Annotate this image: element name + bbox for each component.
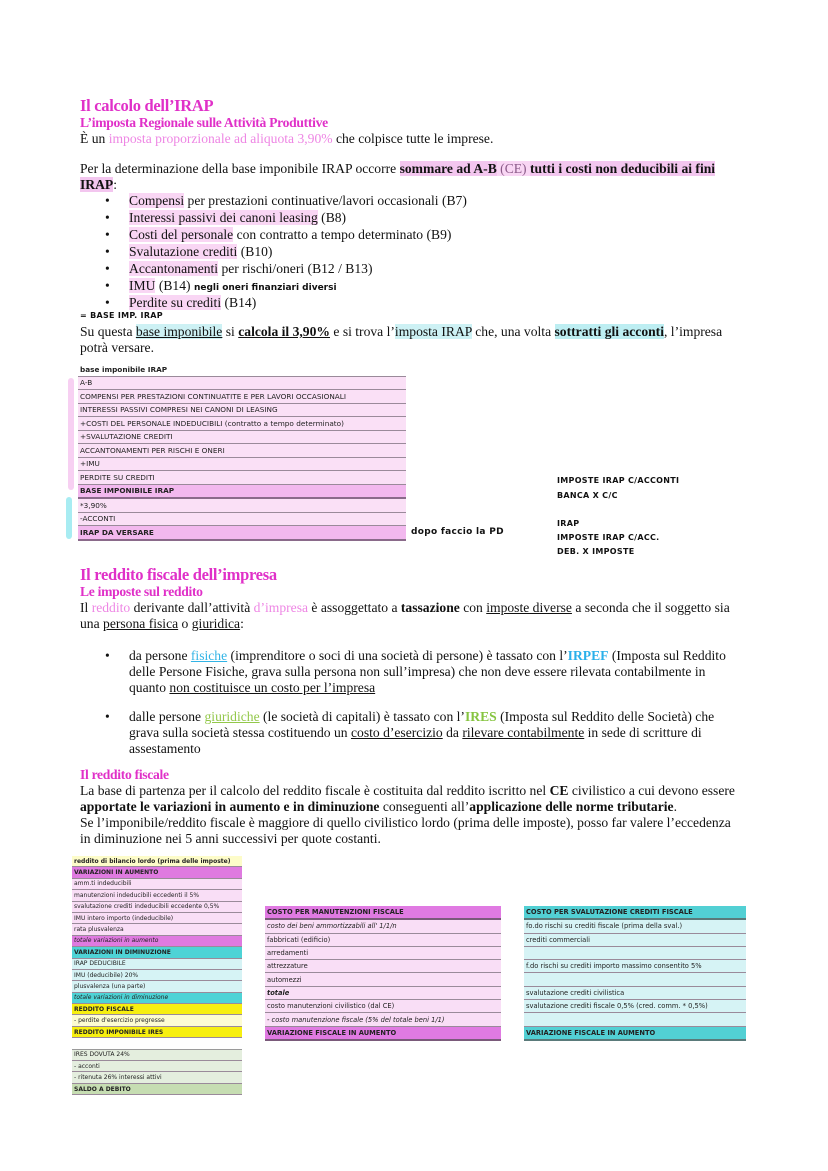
table-row bbox=[72, 969, 242, 980]
irpef-line-2 bbox=[129, 664, 705, 680]
irpef-line-1 bbox=[129, 648, 726, 664]
table-row bbox=[265, 919, 501, 933]
table-row bbox=[78, 417, 406, 431]
text-segment: civilistico a cui devono essere bbox=[568, 783, 735, 798]
text-segment: rilevare contabilmente bbox=[462, 725, 585, 740]
list-item bbox=[129, 210, 346, 226]
ires-calculation-table bbox=[72, 856, 242, 1095]
text-segment: delle Persone Fisiche, grava sulla persona non sull’impresa) che non deve essere rilevata contabilmente in bbox=[129, 664, 706, 679]
table-row bbox=[78, 512, 406, 526]
fiscale-paragraph-3 bbox=[80, 815, 731, 831]
handwritten-note-base: = BASE IMP. IRAP bbox=[80, 311, 163, 320]
table-cell: COSTO PER SVALUTAZIONE CREDITI FISCALE bbox=[524, 906, 746, 919]
list-item bbox=[129, 193, 467, 209]
text-segment: CE bbox=[549, 783, 569, 798]
table-cell: crediti commerciali bbox=[524, 933, 746, 946]
table-cell: COMPENSI PER PRESTAZIONI CONTINUATITE E PER LAVORI OCCASIONALI bbox=[78, 390, 406, 404]
table-cell: totale variazioni in diminuzione bbox=[72, 992, 242, 1003]
text-segment: : bbox=[240, 616, 244, 631]
table-row bbox=[72, 890, 242, 901]
text-segment: Svalutazione crediti bbox=[129, 244, 238, 259]
table-cell: svalutazione crediti indeducibili eccedente 0,5% bbox=[72, 901, 242, 912]
table-cell: f.do rischi su crediti importo massimo consentito 5% bbox=[524, 960, 746, 973]
text-segment: Per la determinazione della base imponibile IRAP occorre bbox=[80, 161, 400, 176]
table-row bbox=[265, 1026, 501, 1040]
text-segment: : bbox=[113, 177, 118, 192]
table-row bbox=[72, 1049, 242, 1060]
table-cell bbox=[72, 1038, 242, 1049]
text-segment: persona fisica bbox=[103, 616, 179, 631]
table-cell: IRAP DEDUCIBILE bbox=[72, 958, 242, 969]
text-segment: tutti i costi non deducibili ai fini bbox=[530, 161, 716, 176]
table-row bbox=[72, 935, 242, 946]
text-segment: da persone bbox=[129, 648, 191, 663]
text-segment: giuridica bbox=[191, 616, 241, 631]
table-cell: IRAP DA VERSARE bbox=[78, 526, 406, 540]
table-cell: REDDITO FISCALE bbox=[72, 1004, 242, 1015]
table-row bbox=[78, 403, 406, 417]
table-cell: svalutazione crediti fiscale 0,5% (cred. comm. * 0,5%) bbox=[524, 1000, 746, 1013]
text-segment: IMU bbox=[129, 278, 156, 293]
irpef-line-3 bbox=[129, 680, 375, 696]
table-cell: VARIAZIONE FISCALE IN AUMENTO bbox=[265, 1026, 501, 1040]
section-subtitle-imposte: Le imposte sul reddito bbox=[80, 584, 203, 599]
table-row bbox=[72, 867, 242, 878]
table-cell: +IMU bbox=[78, 457, 406, 471]
table-row bbox=[78, 376, 406, 390]
table-row bbox=[72, 1026, 242, 1037]
table-cell: INTERESSI PASSIVI COMPRESI NEI CANONI DI LEASING bbox=[78, 403, 406, 417]
table-row bbox=[72, 1038, 242, 1049]
table-cell: IMU (deducibile) 20% bbox=[72, 969, 242, 980]
text-segment: quanto bbox=[129, 680, 170, 695]
table-row bbox=[78, 498, 406, 512]
handwritten-entry-1: IMPOSTE IRAP C/ACCONTI bbox=[557, 476, 680, 485]
table-row bbox=[72, 1015, 242, 1026]
text-segment: È un bbox=[80, 131, 109, 146]
text-segment: e si trova l’ bbox=[329, 324, 395, 339]
table-row bbox=[72, 947, 242, 958]
text-segment: d’impresa bbox=[253, 600, 309, 615]
text-segment: in diminuzione nei 5 anni successivi per quote costanti. bbox=[80, 831, 381, 846]
irap-calc-paragraph bbox=[80, 324, 722, 340]
table-cell: fabbricati (edificio) bbox=[265, 933, 501, 946]
text-segment: sottratti gli acconti bbox=[554, 324, 664, 339]
list-item bbox=[129, 261, 373, 277]
text-segment: potrà versare. bbox=[80, 340, 154, 355]
text-segment: (imprenditore o soci di una società di persone) è tassato con l’ bbox=[227, 648, 568, 663]
table-cell: base imponibile IRAP bbox=[78, 363, 406, 376]
irap-calc-paragraph-cont bbox=[80, 340, 154, 356]
text-segment: derivante dall’attività bbox=[130, 600, 254, 615]
irap-base-paragraph-cont bbox=[80, 177, 117, 193]
ires-line-3 bbox=[129, 741, 201, 757]
text-segment: giuridiche bbox=[204, 709, 260, 724]
text-segment: conseguenti all’ bbox=[379, 799, 470, 814]
text-segment: (Imposta sul Reddito delle Società) che bbox=[496, 709, 715, 724]
text-segment: IRPEF bbox=[567, 648, 609, 663]
text-segment: (Imposta sul Reddito bbox=[608, 648, 726, 663]
ires-line-1 bbox=[129, 709, 714, 725]
table-cell bbox=[524, 1013, 746, 1026]
table-cell: totale variazioni in aumento bbox=[72, 935, 242, 946]
table-row bbox=[78, 526, 406, 540]
irap-base-paragraph bbox=[80, 161, 715, 177]
table-row bbox=[265, 986, 501, 999]
bullet-icon: • bbox=[105, 210, 110, 225]
intro-paragraph bbox=[80, 131, 493, 147]
text-segment: Perdite su crediti bbox=[129, 295, 222, 310]
table-row bbox=[78, 484, 406, 498]
text-segment: una bbox=[80, 616, 104, 631]
table-row bbox=[524, 946, 746, 959]
text-segment: che colpisce tutte le imprese. bbox=[332, 131, 494, 146]
table-row bbox=[72, 958, 242, 969]
text-segment: , l’impresa bbox=[664, 324, 723, 339]
text-segment: che, una volta bbox=[471, 324, 555, 339]
list-item bbox=[129, 278, 337, 296]
text-segment: grava sulla società stessa costituendo un bbox=[129, 725, 351, 740]
text-segment: Accantonamenti bbox=[129, 261, 219, 276]
text-segment: dalle persone bbox=[129, 709, 205, 724]
table-cell: REDDITO IMPONIBILE IRES bbox=[72, 1026, 242, 1037]
table-row bbox=[265, 906, 501, 919]
table-cell: +COSTI DEL PERSONALE INDEDUCIBILI (contratto a tempo determinato) bbox=[78, 417, 406, 431]
table-cell: arredamenti bbox=[265, 946, 501, 959]
text-segment: è assoggettato a bbox=[308, 600, 401, 615]
bullet-icon: • bbox=[105, 227, 110, 242]
handwritten-entry-2: BANCA X C/C bbox=[557, 491, 618, 500]
table-row bbox=[72, 1004, 242, 1015]
subsection-reddito-fiscale: Il reddito fiscale bbox=[80, 767, 169, 782]
table-row bbox=[72, 1083, 242, 1094]
text-segment: per rischi/oneri (B12 / B13) bbox=[218, 261, 373, 276]
bullet-icon: • bbox=[105, 278, 110, 293]
table-cell bbox=[524, 946, 746, 959]
maintenance-cost-table bbox=[265, 906, 501, 1041]
table-cell: -ACCONTI bbox=[78, 512, 406, 526]
ires-line-2 bbox=[129, 725, 702, 741]
text-segment: costo d’esercizio bbox=[350, 725, 443, 740]
table-row bbox=[72, 992, 242, 1003]
table-cell: SALDO A DEBITO bbox=[72, 1083, 242, 1094]
table-row bbox=[72, 981, 242, 992]
table-row bbox=[524, 906, 746, 919]
table-row bbox=[72, 1072, 242, 1083]
text-segment: IRES bbox=[464, 709, 497, 724]
table-cell: VARIAZIONI IN AUMENTO bbox=[72, 867, 242, 878]
bullet-icon: • bbox=[105, 648, 110, 663]
section-title-irap: Il calcolo dell’IRAP bbox=[80, 96, 214, 115]
table-row bbox=[524, 960, 746, 973]
table-row bbox=[78, 457, 406, 471]
handwritten-entry-4: IMPOSTE IRAP C/ACC. bbox=[557, 533, 660, 542]
text-segment: con contratto a tempo determinato (B9) bbox=[233, 227, 452, 242]
table-cell: - perdite d'esercizio pregresse bbox=[72, 1015, 242, 1026]
table-row bbox=[265, 1013, 501, 1026]
list-item bbox=[129, 244, 272, 260]
table-row bbox=[72, 924, 242, 935]
text-segment: fisiche bbox=[190, 648, 228, 663]
text-segment: . bbox=[673, 799, 677, 814]
table-cell: costo manutenzioni civilistico (dal CE) bbox=[265, 1000, 501, 1013]
text-segment: reddito bbox=[91, 600, 131, 615]
table-cell: amm.ti indeducibili bbox=[72, 878, 242, 889]
text-segment: Compensi bbox=[129, 193, 185, 208]
table-cell: A-B bbox=[78, 376, 406, 390]
table-row bbox=[78, 471, 406, 485]
table-row bbox=[72, 878, 242, 889]
text-segment: (B8) bbox=[317, 210, 347, 225]
table-cell: svalutazione crediti civilistica bbox=[524, 986, 746, 999]
table-row bbox=[72, 1061, 242, 1072]
section-subtitle-irap: L’imposta Regionale sulle Attività Produttive bbox=[80, 115, 328, 130]
table-cell: rata plusvalenza bbox=[72, 924, 242, 935]
table-cell: COSTO PER MANUTENZIONI FISCALE bbox=[265, 906, 501, 919]
table-cell: - acconti bbox=[72, 1061, 242, 1072]
text-segment: per prestazioni continuative/lavori occasionali (B7) bbox=[184, 193, 467, 208]
table-cell: VARIAZIONI IN DIMINUZIONE bbox=[72, 947, 242, 958]
table-row bbox=[72, 856, 242, 867]
table-row bbox=[78, 363, 406, 376]
text-segment: imposta IRAP bbox=[394, 324, 472, 339]
table-row bbox=[72, 912, 242, 923]
table-cell: manutenzioni indeducibili eccedenti il 5% bbox=[72, 890, 242, 901]
text-segment: Se l’imponibile/reddito fiscale è maggiore di quello civilistico lordo (prima delle imposte), posso far valere l’eccedenza bbox=[80, 815, 731, 830]
credit-writedown-table bbox=[524, 906, 746, 1041]
text-segment: IRAP bbox=[80, 177, 114, 192]
text-segment: (CE) bbox=[496, 161, 530, 176]
text-segment: Costi del personale bbox=[129, 227, 234, 242]
table-cell: VARIAZIONE FISCALE IN AUMENTO bbox=[524, 1026, 746, 1040]
table-cell: IMU intero importo (indeducibile) bbox=[72, 912, 242, 923]
text-segment: sommare ad A-B bbox=[399, 161, 497, 176]
table-row bbox=[524, 919, 746, 933]
fiscale-paragraph-4 bbox=[80, 831, 381, 847]
cyan-margin-mark bbox=[66, 497, 72, 539]
text-segment: tassazione bbox=[400, 600, 460, 615]
table-row bbox=[524, 1000, 746, 1013]
bullet-icon: • bbox=[105, 295, 110, 310]
table-cell bbox=[524, 973, 746, 986]
table-row bbox=[524, 973, 746, 986]
table-row bbox=[265, 1000, 501, 1013]
table-cell: ACCANTONAMENTI PER RISCHI E ONERI bbox=[78, 444, 406, 458]
section-title-reddito: Il reddito fiscale dell’impresa bbox=[80, 565, 277, 584]
fiscale-paragraph-1 bbox=[80, 783, 735, 799]
table-cell: - ritenuta 26% interessi attivi bbox=[72, 1072, 242, 1083]
text-segment: applicazione delle norme tributarie bbox=[469, 799, 674, 814]
table-cell: BASE IMPONIBILE IRAP bbox=[78, 484, 406, 498]
bullet-icon: • bbox=[105, 709, 110, 724]
text-segment: (B14) bbox=[155, 278, 194, 293]
text-segment: (B10) bbox=[237, 244, 273, 259]
handwritten-note-pd: dopo faccio la PD bbox=[411, 527, 504, 537]
text-segment: assestamento bbox=[129, 741, 201, 756]
text-segment: Su questa bbox=[80, 324, 136, 339]
table-row bbox=[265, 933, 501, 946]
text-segment: si bbox=[222, 324, 239, 339]
text-segment: con bbox=[459, 600, 487, 615]
text-segment: in sede di scritture di bbox=[584, 725, 702, 740]
bullet-icon: • bbox=[105, 261, 110, 276]
table-row bbox=[524, 1026, 746, 1040]
bullet-icon: • bbox=[105, 193, 110, 208]
text-segment: Interessi passivi dei canoni leasing bbox=[129, 210, 318, 225]
table-row bbox=[78, 430, 406, 444]
reddito-paragraph bbox=[80, 600, 730, 616]
list-item bbox=[129, 295, 256, 311]
table-cell: reddito di bilancio lordo (prima delle imposte) bbox=[72, 856, 242, 867]
text-segment: apportate le variazioni in aumento e in diminuzione bbox=[80, 799, 380, 814]
table-row bbox=[78, 390, 406, 404]
table-row bbox=[265, 960, 501, 973]
table-cell: - costo manutenzione fiscale (5% del totale beni 1/1) bbox=[265, 1013, 501, 1026]
table-cell: IRES DOVUTA 24% bbox=[72, 1049, 242, 1060]
table-row bbox=[265, 973, 501, 986]
table-row bbox=[265, 946, 501, 959]
fiscale-paragraph-2 bbox=[80, 799, 677, 815]
table-row bbox=[72, 901, 242, 912]
table-cell: +SVALUTAZIONE CREDITI bbox=[78, 430, 406, 444]
table-cell: costo dei beni ammortizzabili all' 1/1/n bbox=[265, 919, 501, 933]
pink-margin-mark bbox=[68, 378, 74, 490]
table-cell: fo.do rischi su crediti fiscale (prima della sval.) bbox=[524, 919, 746, 933]
text-segment: non costituisce un costo per l’impresa bbox=[169, 680, 376, 695]
irap-base-table bbox=[78, 363, 406, 541]
table-cell: attrezzature bbox=[265, 960, 501, 973]
text-segment: (le società di capitali) è tassato con l’ bbox=[259, 709, 465, 724]
table-row bbox=[78, 444, 406, 458]
table-cell: totale bbox=[265, 986, 501, 999]
handwritten-entry-3: IRAP bbox=[557, 519, 580, 528]
text-segment: La base di partenza per il calcolo del reddito fiscale è costituita dal reddito iscritto nel bbox=[80, 783, 550, 798]
table-cell: *3,90% bbox=[78, 498, 406, 512]
text-segment: imposta proporzionale ad aliquota 3,90% bbox=[108, 131, 333, 146]
reddito-paragraph-cont bbox=[80, 616, 244, 632]
text-segment: base imponibile bbox=[135, 324, 223, 339]
text-segment: imposte diverse bbox=[486, 600, 572, 615]
table-cell: plusvalenza (una parte) bbox=[72, 981, 242, 992]
table-row bbox=[524, 1013, 746, 1026]
table-row bbox=[524, 933, 746, 946]
list-item bbox=[129, 227, 451, 243]
text-segment: calcola il 3,90% bbox=[238, 324, 330, 339]
text-segment: (B14) bbox=[221, 295, 257, 310]
table-cell: PERDITE SU CREDITI bbox=[78, 471, 406, 485]
text-segment: negli oneri finanziari diversi bbox=[193, 283, 337, 293]
handwritten-entry-5: DEB. X IMPOSTE bbox=[557, 547, 635, 556]
text-segment: o bbox=[178, 616, 192, 631]
table-row bbox=[524, 986, 746, 999]
text-segment: a seconda che il soggetto sia bbox=[571, 600, 730, 615]
text-segment: da bbox=[442, 725, 463, 740]
table-cell: automezzi bbox=[265, 973, 501, 986]
text-segment: Il bbox=[80, 600, 92, 615]
bullet-icon: • bbox=[105, 244, 110, 259]
